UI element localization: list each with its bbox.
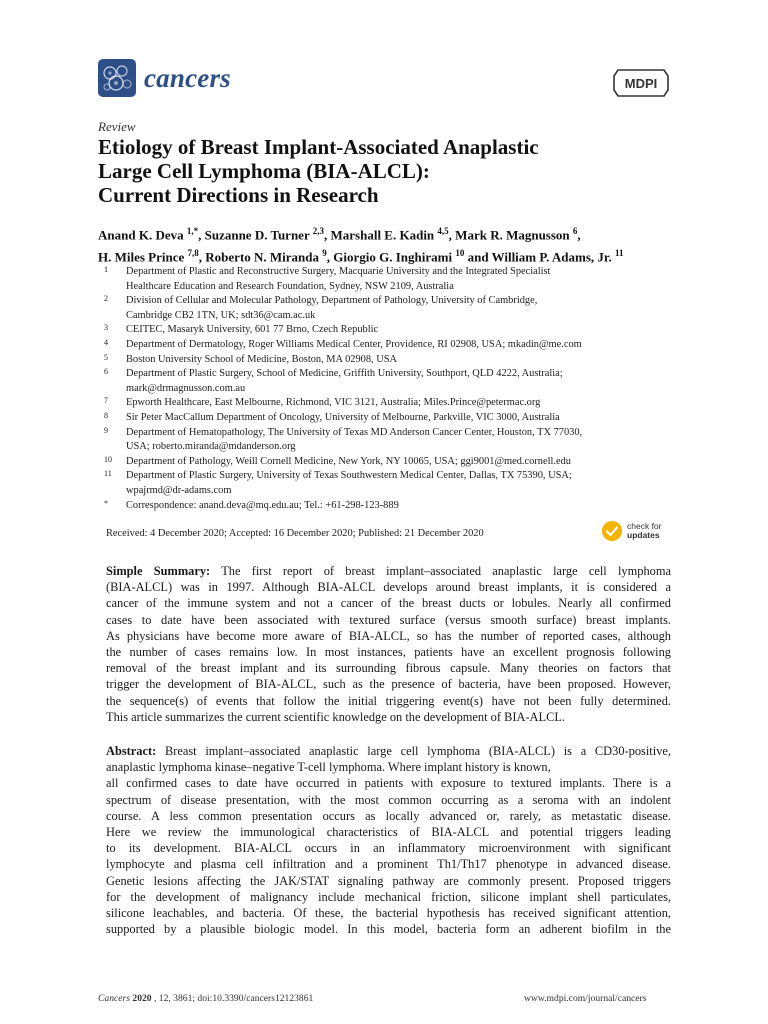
affiliation-line: Epworth Healthcare, East Melbourne, Richmond, VIC 3121, Australia; Miles.Prince@petermac.org	[126, 397, 541, 409]
paragraph-line	[106, 676, 671, 692]
footer-year: 2020	[132, 993, 152, 1004]
affiliation-line: wpajrmd@dr-adams.com	[126, 484, 232, 496]
paragraph-line	[106, 644, 671, 660]
simple-summary	[106, 563, 671, 725]
affiliation-line: Department of Pathology, Weill Cornell Medicine, New York, NY 10065, USA; ggi9001@med.cornell.edu	[126, 455, 571, 467]
affiliation-text	[126, 265, 684, 294]
line-text: lymphocyte and plasma cell infiltration and a prominent Th1/Th17 phenotype in advanced disease.	[106, 857, 671, 872]
author-separator: ,	[326, 249, 334, 265]
paragraph-line	[106, 905, 671, 921]
affiliation-line: Department of Hematopathology, The University of Texas MD Anderson Cancer Center, Houston, TX 77030,	[126, 426, 583, 438]
footer-citation	[98, 993, 313, 1004]
author-name[interactable]: Anand K. Deva	[98, 227, 187, 243]
author-affiliation-mark: 10	[455, 248, 465, 259]
author-affiliation-mark: 9	[322, 248, 327, 259]
line-text: Breast implant–associated anaplastic large cell lymphoma (BIA-ALCL) is a CD30-positive,	[156, 744, 671, 758]
paragraph-line	[106, 693, 671, 709]
line-text: the sequence(s) of events that follow the initial triggering event(s) have not been fully determined.	[106, 693, 671, 708]
section-lead: Simple Summary:	[106, 564, 211, 578]
author-affiliation-mark: 11	[614, 248, 624, 259]
footer-volume-doi: , 12, 3861; doi:10.3390/cancers12123861	[153, 993, 314, 1004]
paragraph-line	[106, 743, 671, 759]
affiliation-line: Sir Peter MacCallum Department of Oncology, University of Melbourne, Parkville, VIC 3000, Australia	[126, 411, 560, 423]
footer-url[interactable]: www.mdpi.com/journal/cancers	[524, 993, 647, 1004]
affiliation-item	[104, 323, 684, 338]
paragraph-first-line	[106, 744, 671, 758]
paragraph-line	[106, 824, 671, 840]
affiliation-number: 11	[104, 469, 112, 479]
affiliation-number: 8	[104, 410, 108, 420]
abstract	[106, 743, 671, 937]
line-text: Genetic lesions affecting the JAK/STAT signaling pathway are commonly present. Proposed triggers	[106, 873, 671, 888]
affiliation-number: 1	[104, 265, 108, 274]
affiliation-text	[126, 323, 684, 338]
line-text: anaplastic lymphoma kinase–negative T-cell lymphoma. Where implant history is known,	[106, 760, 551, 775]
mdpi-label: MDPI	[624, 76, 658, 91]
author-separator: and	[464, 249, 492, 265]
affiliation-number: 9	[104, 425, 108, 435]
section-lead: Abstract:	[106, 744, 157, 758]
paragraph-line	[106, 563, 671, 579]
affiliation-text	[126, 411, 684, 426]
affiliation-item	[104, 353, 684, 368]
affiliation-line: Boston University School of Medicine, Boston, MA 02908, USA	[126, 353, 398, 365]
footer-journal: Cancers	[98, 993, 130, 1004]
check-for-updates-badge[interactable]	[601, 520, 662, 542]
affiliation-number: 6	[104, 367, 108, 377]
author-affiliation-mark: 2,3	[312, 226, 324, 236]
affiliation-item	[104, 338, 684, 353]
author-separator: ,	[198, 227, 205, 243]
affiliation-number: 2	[104, 294, 108, 304]
affiliation-number: 3	[104, 323, 108, 333]
author-affiliation-mark: 1,*	[186, 226, 199, 236]
affiliation-text	[126, 426, 684, 455]
mdpi-logo-icon	[612, 68, 670, 98]
affiliation-line: Department of Plastic and Reconstructive Surgery, Macquarie University and the Integrated Specialist	[126, 266, 551, 277]
paragraph-line	[106, 856, 671, 872]
affiliation-line: Cambridge CB2 1TN, UK; sdt36@cam.ac.uk	[126, 309, 316, 321]
affiliation-line: USA; roberto.miranda@mdanderson.org	[126, 441, 296, 453]
title-line: Etiology of Breast Implant-Associated Anaplastic	[98, 135, 539, 159]
affiliation-text	[126, 294, 684, 323]
affiliation-text	[126, 499, 684, 514]
affiliation-item	[104, 294, 684, 323]
publication-dates: Received: 4 December 2020; Accepted: 16 December 2020; Published: 21 December 2020	[106, 528, 484, 539]
author-separator: ,	[577, 227, 581, 243]
paragraph-line	[106, 792, 671, 808]
author-separator: ,	[198, 249, 206, 265]
affiliation-line: CEITEC, Masaryk University, 601 77 Brno, Czech Republic	[126, 324, 379, 336]
line-text: cases to date have been associated with textured surface (versus smooth surface) breast implants.	[106, 612, 671, 627]
line-text: to its development. BIA-ALCL occurs in an inflammatory microenvironment with significant	[106, 841, 671, 856]
paragraph-line	[106, 808, 671, 824]
article-type: Review	[98, 119, 136, 134]
author-name[interactable]: Mark R. Magnusson	[455, 227, 573, 243]
affiliation-text	[126, 469, 684, 498]
affiliation-line: Department of Plastic Surgery, School of Medicine, Griffith University, Southport, QLD 4222, Australia;	[126, 368, 563, 380]
title-line: Current Directions in Research	[98, 183, 379, 207]
check-updates-icon	[601, 520, 623, 542]
mdpi-logo	[612, 68, 670, 98]
title-line: Large Cell Lymphoma (BIA-ALCL):	[98, 159, 430, 183]
affiliation-item	[104, 455, 684, 470]
author-name[interactable]: Suzanne D. Turner	[204, 227, 313, 243]
line-text: for the development of malignancy include mechanical friction, silicone implant shell particulates,	[106, 889, 671, 904]
paragraph-line	[106, 579, 671, 595]
affiliation-number: 5	[104, 352, 108, 362]
author-separator: ,	[448, 227, 456, 243]
check-updates-line1: check for	[627, 521, 662, 531]
paper-title	[98, 135, 678, 207]
line-text: spectrum of disease presentation, with the most common occurring as a seroma with an indolent	[106, 792, 671, 807]
author-affiliation-mark: 7,8	[187, 248, 199, 259]
line-text: trigger the development of BIA-ALCL, such as the presence of bacteria, have been proposed. However,	[106, 677, 671, 692]
paragraph-line	[106, 709, 671, 725]
line-text: As physicians have become more aware of BIA-ALCL, so has the number of reported cases, although	[106, 628, 671, 643]
affiliation-line: Division of Cellular and Molecular Pathology, Department of Pathology, University of Cambridge,	[126, 295, 538, 307]
journal-emblem-icon	[98, 59, 136, 97]
line-text: course. A less common presentation occurs as locally advanced or, rarely, as metastatic disease.	[106, 808, 671, 823]
affiliation-number: *	[104, 498, 108, 508]
affiliation-text	[126, 367, 684, 396]
line-text: supported by a plausible biologic model. In this model, bacteria form an adherent biofilm in the	[106, 922, 671, 937]
affiliation-item	[104, 396, 684, 411]
author-name[interactable]: H. Miles Prince	[98, 249, 188, 265]
line-text: The first report of breast implant–associated anaplastic large cell lymphoma	[210, 564, 671, 578]
paragraph-line	[106, 873, 671, 889]
affiliation-list	[104, 265, 684, 513]
paragraph-line	[106, 628, 671, 644]
paragraph-line	[106, 612, 671, 628]
line-text: silicone leachables, and bacteria. Of these, the bacterial hypothesis has received significant attention,	[106, 906, 671, 921]
line-text: the number of cases remains low. In most instances, patients have an excellent prognosis following	[106, 645, 671, 660]
author-affiliation-mark: 4,5	[437, 226, 449, 236]
affiliation-item	[104, 411, 684, 426]
affiliation-item	[104, 367, 684, 396]
affiliation-item	[104, 499, 684, 514]
affiliation-line: Department of Dermatology, Roger Williams Medical Center, Providence, RI 02908, USA; mkadin@me.com	[126, 338, 582, 350]
author-name[interactable]: Marshall E. Kadin	[330, 227, 438, 243]
affiliation-number: 10	[104, 454, 112, 464]
journal-logo	[98, 59, 231, 97]
paragraph-line	[106, 595, 671, 611]
affiliation-number: 4	[104, 337, 108, 347]
author-line	[98, 244, 698, 266]
author-separator: ,	[324, 227, 331, 243]
author-name[interactable]: William P. Adams, Jr.	[491, 249, 615, 265]
paragraph-line	[106, 840, 671, 856]
affiliation-text	[126, 455, 684, 470]
author-name[interactable]: Roberto N. Miranda	[205, 249, 323, 265]
journal-name: cancers	[144, 62, 231, 93]
affiliation-text	[126, 353, 684, 368]
line-text: removal of the breast implant and its surrounding fibrous capsule. Many theories on factors that	[106, 661, 671, 676]
paragraph-first-line	[106, 564, 671, 578]
line-text: Here we review the immunological characteristics of BIA-ALCL and potential triggers leading	[106, 825, 671, 840]
author-name[interactable]: Giorgio G. Inghirami	[333, 249, 456, 265]
paragraph-line	[106, 921, 671, 937]
paragraph-line	[106, 889, 671, 905]
affiliation-item	[104, 469, 684, 498]
line-text: (BIA-ALCL) was in 1997. Although BIA-ALCL develops around breast implants, it is considered a	[106, 580, 671, 595]
affiliation-item	[104, 265, 684, 294]
author-list	[98, 222, 698, 267]
affiliation-line: Healthcare Education and Research Foundation, Sydney, NSW 2109, Australia	[126, 280, 454, 292]
line-text: This article summarizes the current scientific knowledge on the development of BIA-ALCL.	[106, 709, 565, 724]
affiliation-item	[104, 426, 684, 455]
affiliation-text	[126, 396, 684, 411]
affiliation-line: Department of Plastic Surgery, University of Texas Southwestern Medical Center, Dallas, TX 75390, USA;	[126, 470, 572, 482]
affiliation-number: 7	[104, 396, 108, 406]
affiliation-text	[126, 338, 684, 353]
line-text: cancer of the immune system and not a cancer of the breast ducts or lobules. Nearly all confirmed	[106, 596, 671, 611]
author-affiliation-mark: 6	[572, 226, 578, 236]
affiliation-line: Correspondence: anand.deva@mq.edu.au; Tel.: +61-298-123-889	[126, 499, 399, 511]
paragraph-line	[106, 775, 671, 791]
check-updates-line2: updates	[627, 530, 660, 540]
line-text: all confirmed cases to date have occurred in patients with exposure to textured implants. There is a	[106, 776, 671, 791]
paragraph-line	[106, 759, 671, 775]
author-line	[98, 222, 698, 244]
affiliation-line: mark@drmagnusson.com.au	[126, 382, 246, 394]
paragraph-line	[106, 660, 671, 676]
